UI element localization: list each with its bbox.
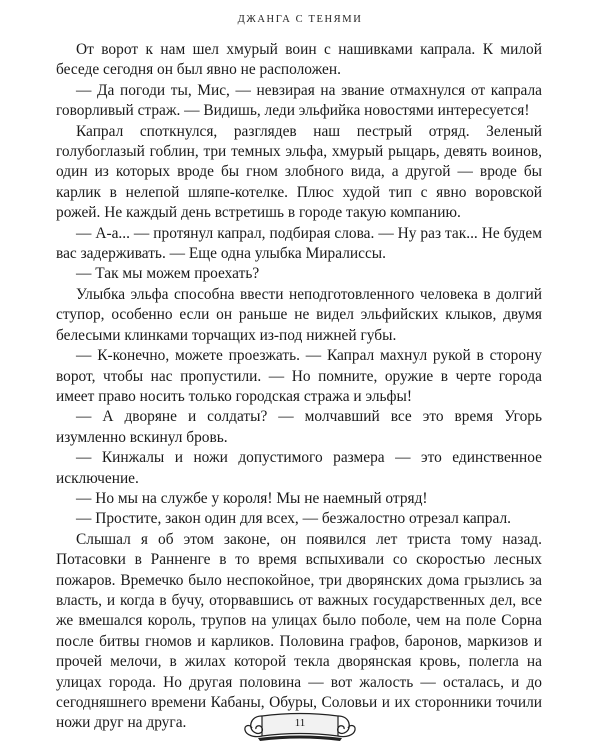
page-number: 11 [294,717,306,729]
paragraph: — А дворяне и солдаты? — молчавший все это время Угорь изумленно вскинул бровь. [56,408,542,446]
paragraph: Улыбка эльфа способна ввести неподготовленного человека в долгий ступор, особенно если он раньше не видел эльфийских клыков, двумя белесыми клинками торчащих из-под нижней губы. [56,285,542,344]
page-number-ornament [0,708,600,742]
paragraph: — К-конечно, можете проезжать. — Капрал махнул рукой в сторону ворот, чтобы нас пропустили. — Но помните, оружие в черте города имеет право носить только городская стража и эльфы! [56,347,542,405]
paragraph: — Так мы можем проехать? [76,265,260,283]
paragraph: — А-а... — протянул капрал, подбирая слова. — Ну раз так... Не будем вас задерживать. — Еще одна улыбка Миралиссы. [56,224,542,263]
paragraph: — Да погоди ты, Мис, — невзирая на звание отмахнулся от капрала говорливый страж. — Видишь, леди эльфийка новостями интересуется! [56,81,542,120]
paragraph: Слышал я об этом законе, он появился лет триста тому назад. Потасовки в Ранненге в то время вспыхивали со скоростью лесных пожаров. Времечко было неспокойное, три дворянских дома грызлись за власть, и когда в бучу, оторвавшись от важных государственных дел, все же вмешался король, трупов на улицах было поболе, чем на поле Сорна после битвы гномов и карликов. Половина графов, баронов, маркизов и прочей мелочи, в жилах которой текла дворянская кровь, полегла на улицах города. Но другая половина — вот жалость — осталась, и до сегодняшнего времени Кабаны, Обуры, Соловьи и их сторонники точили ножи друг на друга. [56,530,542,732]
paragraph: — Но мы на службе у короля! Мы не наемный отряд! [76,489,428,507]
paragraph: — Простите, закон один для всех, — безжалостно отрезал капрал. [76,510,511,528]
body-text [56,40,542,734]
paragraph: От ворот к нам шел хмурый воин с нашивками капрала. К милой беседе сегодня он был явно не расположен. [56,41,542,79]
paragraph: Капрал споткнулся, разглядев наш пестрый отряд. Зеленый голубоглазый гоблин, три темных эльфа, хмурый рыцарь, девять воинов, один из которых вроде бы гном злобного вида, а другой — вроде бы карлик в нелепой шляпе-котелке. Плюс худой тип с явно воровской рожей. Не каждый день встретишь в городе такую компанию. [56,122,542,222]
paragraph: — Кинжалы и ножи допустимого размера — это единственное исключение. [56,449,542,487]
running-header: ДЖАНГА С ТЕНЯМИ [237,14,363,25]
